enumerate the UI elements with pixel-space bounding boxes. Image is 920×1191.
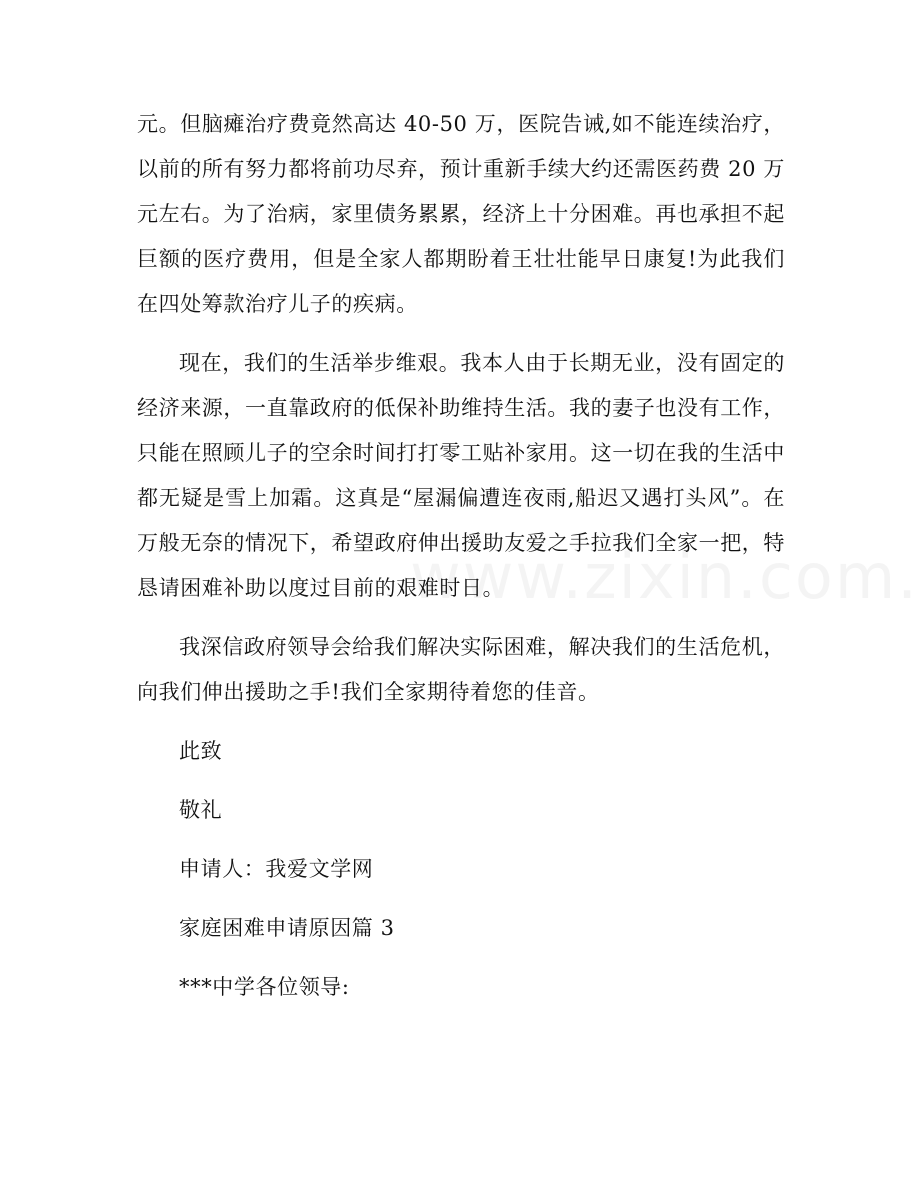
addressee-line: ***中学各位领导:: [179, 975, 350, 999]
section-heading: 家庭困难申请原因篇 3: [179, 916, 395, 940]
paragraph-1: 元。但脑瘫治疗费竟然高达 40-50 万，医院告诫,如不能连续治疗，以前的所有努力都将前功尽弃，预计重新手续大约还需医药费 20 万元左右。为了治病，家里债务累累，经济上十分困难。再也承担不起巨额的医疗费用，但是全家人都期盼着王壮壮能早日康复!为此我们在四处筹款治疗儿子的疾病。: [137, 112, 785, 316]
document-body: [137, 102, 785, 1024]
paragraph-3: 我深信政府领导会给我们解决实际困难，解决我们的生活危机，向我们伸出援助之手!我们全家期待着您的佳音。: [137, 635, 785, 704]
applicant-line: 申请人：我爱文学网: [179, 857, 374, 881]
closing-salutation: 此致: [179, 739, 223, 763]
paragraph-2: 现在，我们的生活举步维艰。我本人由于长期无业，没有固定的经济来源，一直靠政府的低保补助维持生活。我的妻子也没有工作，只能在照顾儿子的空余时间打打零工贴补家用。这一切在我的生活中都无疑是雪上加霜。这真是“屋漏偏遭连夜雨,船迟又遇打头风”。在万般无奈的情况下，希望政府伸出援助友爱之手拉我们全家一把，特恳请困难补助以度过目前的艰难时日。: [137, 351, 785, 600]
closing-regards: 敬礼: [179, 798, 223, 822]
